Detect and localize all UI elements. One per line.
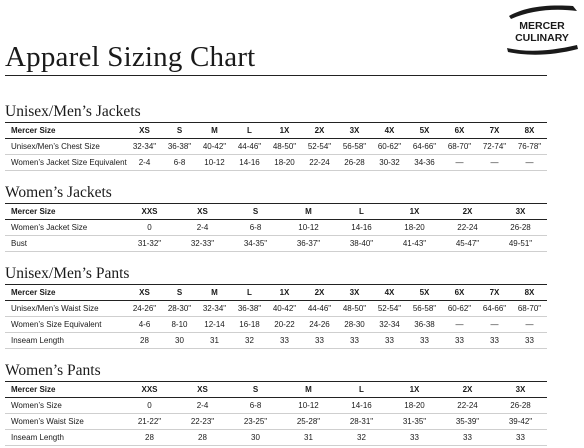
table-cell: 22-24 (441, 220, 494, 236)
table-cell: 33 (512, 333, 547, 349)
column-header: M (282, 204, 335, 220)
table-cell: 16-18 (232, 317, 267, 333)
table-cell: 31-32" (123, 236, 176, 252)
table-cell: 12-14 (197, 317, 232, 333)
table-cell: 28 (127, 333, 162, 349)
logo-line-2: CULINARY (515, 32, 569, 44)
table-cell: 32-33" (176, 236, 229, 252)
size-table (5, 122, 547, 171)
table-cell: 45-47" (441, 236, 494, 252)
table-cell: 28-31" (335, 414, 388, 430)
table-cell: 28 (176, 430, 229, 446)
row-label: Women’s Size (5, 398, 123, 414)
table-cell: 28-30" (162, 301, 197, 317)
column-header: S (162, 285, 197, 301)
table-cell: — (512, 155, 547, 171)
column-header: L (232, 123, 267, 139)
column-header: 8X (512, 123, 547, 139)
table-cell: 6-8 (229, 220, 282, 236)
table-row (5, 155, 547, 171)
column-header: 8X (512, 285, 547, 301)
table-cell: 76-78" (512, 139, 547, 155)
table-cell: 33 (494, 430, 547, 446)
table-cell: 31 (282, 430, 335, 446)
table-cell: 8-10 (162, 317, 197, 333)
row-label: Inseam Length (5, 430, 123, 446)
table-header-row (5, 382, 547, 398)
table-row (5, 414, 547, 430)
row-label: Women’s Waist Size (5, 414, 123, 430)
column-header: 5X (407, 123, 442, 139)
table-cell: 36-38" (162, 139, 197, 155)
table-cell: 68-70" (512, 301, 547, 317)
table-cell: 48-50" (337, 301, 372, 317)
table-cell: — (477, 317, 512, 333)
column-header: Mercer Size (5, 285, 127, 301)
column-header: 1X (267, 285, 302, 301)
table-cell: 38-40" (335, 236, 388, 252)
table-cell: 14-16 (335, 220, 388, 236)
section-unisex-mens-pants (5, 265, 547, 349)
table-cell: 30 (229, 430, 282, 446)
table-cell: 32 (335, 430, 388, 446)
table-cell: 20-22 (267, 317, 302, 333)
table-cell: — (442, 317, 477, 333)
table-row (5, 430, 547, 446)
table-header-row (5, 204, 547, 220)
table-cell: 33 (302, 333, 337, 349)
table-row (5, 317, 547, 333)
table-cell: 10-12 (282, 398, 335, 414)
table-cell: 26-28 (494, 220, 547, 236)
table-cell: 52-54" (302, 139, 337, 155)
table-cell: 18-20 (267, 155, 302, 171)
column-header: 1X (388, 204, 441, 220)
column-header: 3X (337, 123, 372, 139)
column-header: 3X (337, 285, 372, 301)
table-cell: 28-30 (337, 317, 372, 333)
column-header: 6X (442, 123, 477, 139)
table-cell: 33 (267, 333, 302, 349)
table-cell: 36-38 (407, 317, 442, 333)
table-cell: 56-58" (407, 301, 442, 317)
table-header-row (5, 285, 547, 301)
column-header: 3X (494, 204, 547, 220)
table-cell: 35-39" (441, 414, 494, 430)
table-cell: 2-4 (176, 220, 229, 236)
column-header: 4X (372, 123, 407, 139)
section-womens-pants (5, 362, 547, 446)
table-header-row (5, 123, 547, 139)
column-header: M (197, 123, 232, 139)
table-cell: 32 (232, 333, 267, 349)
column-header: Mercer Size (5, 204, 123, 220)
table-cell: 31 (197, 333, 232, 349)
row-label: Bust (5, 236, 123, 252)
table-cell: 32-34" (197, 301, 232, 317)
column-header: 3X (494, 382, 547, 398)
column-header: 1X (388, 382, 441, 398)
table-cell: 33 (337, 333, 372, 349)
mercer-culinary-logo (503, 2, 581, 58)
size-table (5, 381, 547, 446)
column-header: M (282, 382, 335, 398)
table-cell: 22-24 (441, 398, 494, 414)
column-header: Mercer Size (5, 382, 123, 398)
row-label: Women’s Size Equivalent (5, 317, 127, 333)
column-header: M (197, 285, 232, 301)
table-cell: 64-66" (407, 139, 442, 155)
table-cell: 34-35" (229, 236, 282, 252)
table-cell: 22-24 (302, 155, 337, 171)
table-cell: 44-46" (232, 139, 267, 155)
table-cell: 36-38" (232, 301, 267, 317)
table-cell: 36-37" (282, 236, 335, 252)
table-cell: 21-22" (123, 414, 176, 430)
table-cell: 60-62" (442, 301, 477, 317)
table-cell: 60-62" (372, 139, 407, 155)
section-title: Women’s Jackets (5, 184, 112, 201)
table-cell: — (442, 155, 477, 171)
table-row (5, 301, 547, 317)
table-cell: 48-50" (267, 139, 302, 155)
table-cell: 33 (407, 333, 442, 349)
row-label: Unisex/Men’s Waist Size (5, 301, 127, 317)
table-cell: 25-28" (282, 414, 335, 430)
table-cell: 32-34 (372, 317, 407, 333)
table-cell: — (512, 317, 547, 333)
row-label: Women’s Jacket Size (5, 220, 123, 236)
table-cell: 31-35" (388, 414, 441, 430)
table-cell: 33 (441, 430, 494, 446)
title-divider (5, 75, 547, 76)
table-cell: 10-12 (282, 220, 335, 236)
table-cell: 33 (442, 333, 477, 349)
table-cell: 26-28 (494, 398, 547, 414)
column-header: 4X (372, 285, 407, 301)
table-cell: 4-6 (127, 317, 162, 333)
table-cell: 40-42" (267, 301, 302, 317)
column-header: 7X (477, 123, 512, 139)
section-title: Women’s Pants (5, 362, 101, 379)
table-cell: 33 (388, 430, 441, 446)
table-cell: 2-4 (127, 155, 162, 171)
table-cell: 22-23" (176, 414, 229, 430)
column-header: 2X (441, 382, 494, 398)
logo-swash (509, 5, 577, 19)
column-header: Mercer Size (5, 123, 127, 139)
row-label: Women’s Jacket Size Equivalent (5, 155, 127, 171)
table-cell: 30 (162, 333, 197, 349)
column-header: S (229, 382, 282, 398)
table-row (5, 220, 547, 236)
table-cell: 0 (123, 220, 176, 236)
table-cell: 34-36 (407, 155, 442, 171)
column-header: S (229, 204, 282, 220)
table-cell: 6-8 (229, 398, 282, 414)
page-title: Apparel Sizing Chart (5, 41, 256, 73)
table-cell: 26-28 (337, 155, 372, 171)
table-cell: 32-34" (127, 139, 162, 155)
column-header: 2X (302, 285, 337, 301)
row-label: Unisex/Men’s Chest Size (5, 139, 127, 155)
table-cell: 72-74" (477, 139, 512, 155)
table-cell: — (477, 155, 512, 171)
table-cell: 41-43" (388, 236, 441, 252)
column-header: 6X (442, 285, 477, 301)
table-cell: 40-42" (197, 139, 232, 155)
column-header: 5X (407, 285, 442, 301)
table-cell: 14-16 (335, 398, 388, 414)
table-cell: 33 (477, 333, 512, 349)
column-header: L (335, 204, 388, 220)
table-cell: 56-58" (337, 139, 372, 155)
table-row (5, 139, 547, 155)
size-table (5, 203, 547, 252)
table-cell: 0 (123, 398, 176, 414)
section-title: Unisex/Men’s Pants (5, 265, 130, 282)
table-cell: 6-8 (162, 155, 197, 171)
table-cell: 44-46" (302, 301, 337, 317)
column-header: XS (176, 204, 229, 220)
table-cell: 52-54" (372, 301, 407, 317)
row-label: Inseam Length (5, 333, 127, 349)
column-header: XXS (123, 204, 176, 220)
table-cell: 10-12 (197, 155, 232, 171)
column-header: S (162, 123, 197, 139)
column-header: 2X (302, 123, 337, 139)
table-cell: 18-20 (388, 398, 441, 414)
table-cell: 18-20 (388, 220, 441, 236)
column-header: XXS (123, 382, 176, 398)
table-cell: 33 (372, 333, 407, 349)
table-cell: 39-42" (494, 414, 547, 430)
column-header: XS (127, 285, 162, 301)
table-cell: 2-4 (176, 398, 229, 414)
table-cell: 68-70" (442, 139, 477, 155)
logo-line-1: MERCER (519, 20, 565, 32)
section-womens-jackets (5, 184, 547, 252)
section-unisex-mens-jackets (5, 103, 547, 171)
column-header: 1X (267, 123, 302, 139)
table-cell: 23-25" (229, 414, 282, 430)
table-row (5, 236, 547, 252)
column-header: L (335, 382, 388, 398)
column-header: 7X (477, 285, 512, 301)
table-row (5, 333, 547, 349)
column-header: XS (176, 382, 229, 398)
table-cell: 49-51" (494, 236, 547, 252)
column-header: L (232, 285, 267, 301)
column-header: XS (127, 123, 162, 139)
table-cell: 64-66" (477, 301, 512, 317)
section-title: Unisex/Men’s Jackets (5, 103, 141, 120)
table-cell: 24-26" (127, 301, 162, 317)
table-cell: 14-16 (232, 155, 267, 171)
table-cell: 24-26 (302, 317, 337, 333)
table-cell: 30-32 (372, 155, 407, 171)
table-row (5, 398, 547, 414)
size-table (5, 284, 547, 349)
table-cell: 28 (123, 430, 176, 446)
column-header: 2X (441, 204, 494, 220)
